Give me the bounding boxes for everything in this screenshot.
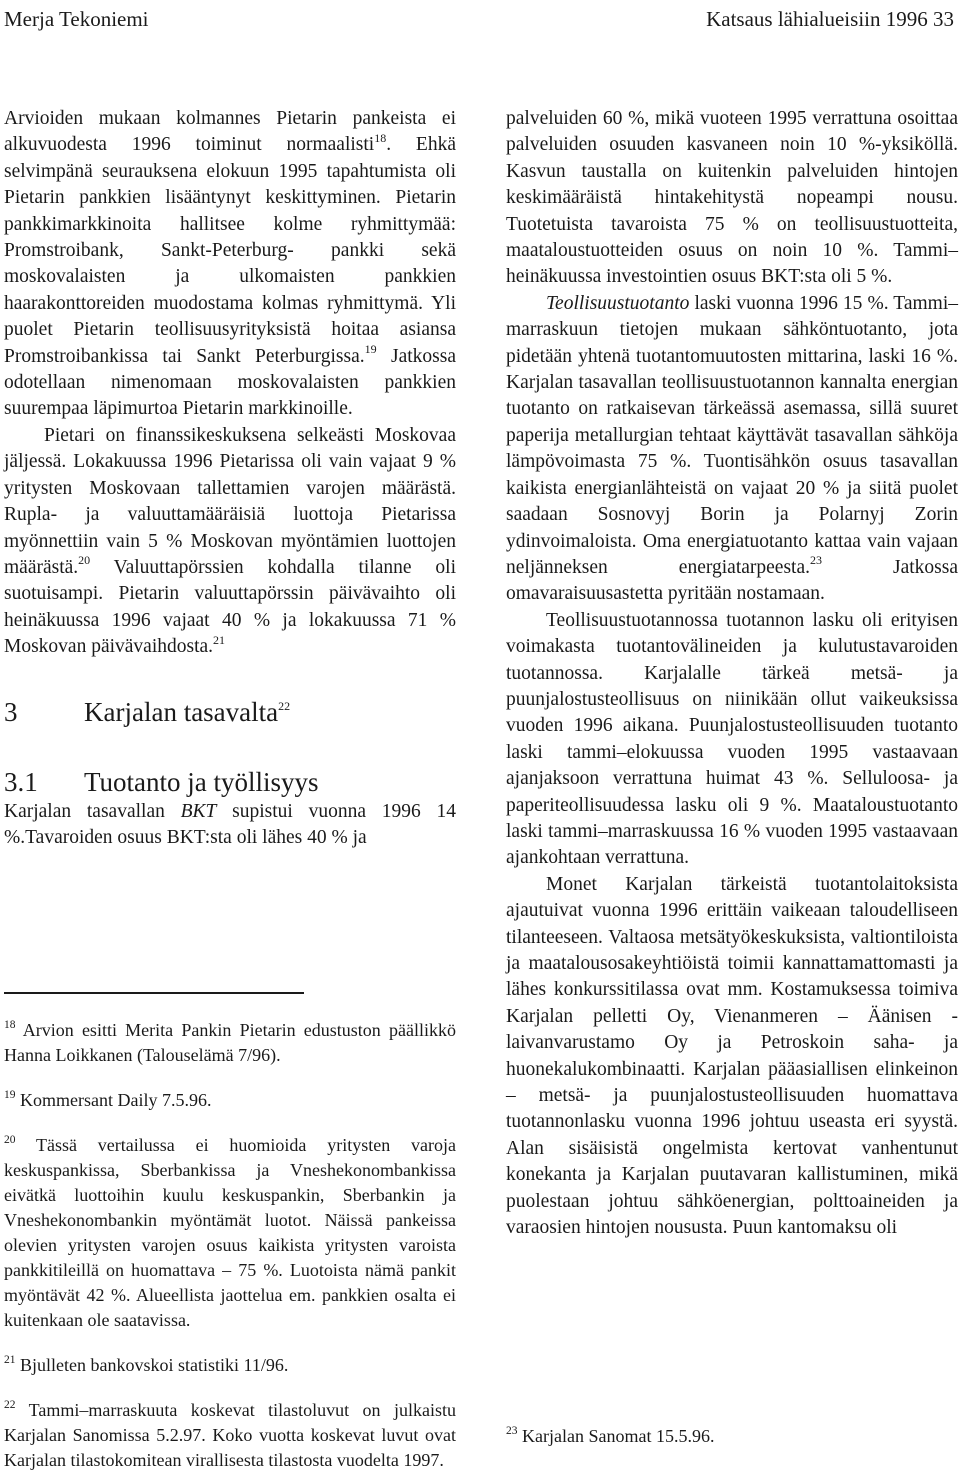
footnote-number: 18 (4, 1019, 16, 1031)
footnote-ref[interactable]: 19 (364, 342, 377, 357)
body-paragraph: palveluiden 60 %, mikä vuoteen 1995 verrattuna osoittaa palveluiden osuuden kasvaneen noin 10 %-yksiköllä. Kasvun taustalla on kuitenkin palveluiden hintojen keskimääräistä hintakehitystä nopeampi nousu. Tuotetuista tavaroista 75 % on teollisuustuotteita, maataloustuotteiden osuus on noin 10 %. Tammi–heinäkuussa investointien osuus BKT:sta oli 5 %. (506, 108, 958, 288)
footnote-divider (4, 992, 304, 994)
subsection-heading (4, 765, 456, 799)
footnote-ref[interactable]: 18 (374, 130, 387, 145)
footnote (4, 1353, 456, 1378)
section-heading (4, 695, 456, 729)
footnote (506, 1424, 958, 1449)
footnote-ref[interactable]: 22 (278, 698, 291, 713)
footnotes-right (506, 1400, 958, 1449)
subsection-number: 3.1 (4, 766, 38, 797)
footnote (4, 1133, 456, 1333)
running-head (4, 4, 954, 34)
right-column (506, 106, 958, 1241)
footnotes-left (4, 960, 456, 1473)
body-paragraph: Teollisuustuotanto laski vuonna 1996 15 %. Tammi–marraskuun tietojen mukaan sähköntuotanto, jota pidetään yhtenä tuotantomuutosten mittarina, laski 16 %. Karjalan tasavallan teollisuustuotannon kannalta energian tuotanto on ratkaisevan tärkeässä asemassa, sillä suuret paperija metallurgian tehtaat käyttävät tasavallan sähköja lämpövoimasta 75 %. Tuontisähkön osuus tasavallan kaikista energianlähteistä on vajaat 20 % ja siitä puolet saadaan Sosnovyj Borin ja Polarnyj Zorin ydinvoimaloista. Oma energiatuotanto kattaa vain vajaan neljänneksen energiatarpeesta.$^{23}$ Jatkossa omavaraisuusastetta pyritään nostamaan. (506, 292, 959, 605)
footnote-text: Karjalan Sanomat 15.5.96. (522, 1426, 715, 1446)
body-paragraph: Pietari on finanssikeskuksena selkeästi Moskovaa jäljessä. Lokakuussa 1996 Pietarissa oli vain vajaat 9 % yritysten Moskovaan tallettamien varojen määrästä. Rupla- ja valuuttamääräisiä luottoja Pietarissa myönnettiin vain 5 % Moskovan myöntämien luottojen määrästä.$^{20}$ Valuuttapörssien kohdalla tilanne oli suotuisampi. Pietarin valuuttapörssin päivävaihto oli heinäkuussa 1996 vajaat 40 % ja lokakuussa 71 % Moskovan päivävaihdosta.$^{21}$ (4, 424, 456, 658)
footnote-text: Arvion esitti Merita Pankin Pietarin edustuston päällikkö Hanna Loikkanen (Talouselämä 7/96). (4, 1020, 456, 1065)
footnote-number: 22 (4, 1399, 16, 1411)
footnote-number: 21 (4, 1354, 16, 1366)
footnote-number: 20 (4, 1134, 16, 1146)
section-number: 3 (4, 696, 18, 727)
footnote-ref[interactable]: 23 (810, 553, 822, 568)
footnote-ref[interactable]: 20 (78, 553, 91, 568)
footnote (4, 1088, 456, 1113)
body-paragraph: Teollisuustuotannossa tuotannon lasku oli erityisen voimakasta tuotantovälineiden ja kulutustavaroiden tuotannossa. Karjalalle tärkeä metsä- ja puunjalostusteollisuus on niinikään ollut vaikeuksissa vuoden 1996 aikana. Puunjalostusteollisuuden tuotanto laski tammi–elokuussa vuoden 1995 vastaavaan ajanjaksoon verrattuna huimat 43 %. Selluloosa- ja paperiteollisuudessa lasku oli 9 %. Maataloustuotanto laski tammi–marraskuussa 16 % vuoden 1995 vastaavaan ajankohtaan verrattuna. (506, 609, 958, 869)
footnote-number: 23 (506, 1425, 518, 1437)
footnote (4, 1398, 456, 1473)
footnote-ref[interactable]: 21 (213, 632, 226, 647)
footnote-text: Bjulleten bankovskoi statistiki 11/96. (20, 1355, 289, 1375)
left-column (4, 106, 456, 851)
body-paragraph: Monet Karjalan tärkeistä tuotantolaitoksista ajautuivat vuonna 1996 erittäin vaikeaan taloudelliseen tilanteeseen. Valtaosa metsätyökeskuksista, valtiontiloista ja maatalousosakeyhtiöistä toimii kannattamattomasti ja lähes konkurssitilassa ovat mm. Kostamuksessa toimiva Karjalan pelletti Oy, Vienanmeren – Äänisen -laivanvarustamo Oy ja Petroskoin saha- ja huonekalukombinaatti. Karjalan pääasiallisen elinkeinon – metsä- ja puunjalostusteollisuuden huomattava tuotannonlasku vuonna 1996 johtuu useasta eri syystä. Alan sisäisistä ongelmista kertovat vanhentunut konekanta ja Karjalan puutavaran kallistuminen, mikä puolestaan johtuu sähköenergian, polttoaineiden ja varaosien hintojen noususta. Puun kantomaksu oli (506, 873, 958, 1239)
running-head-title-page: Katsaus lähialueisiin 1996 33 (706, 7, 954, 31)
footnote-text: Tässä vertailussa ei huomioida yritysten varoja keskuspankissa, Sberbankissa ja Vneshekonombankissa eivätkä luottoihin kuulu keskuspankin, Sberbankin ja Vneshekonombankin myöntämät luotot. Näissä pankeissa olevien yritysten varojen osuus kaikista yritysten varoista pankkitileillä on huomattava – 75 %. Luotoista nämä pankit myöntävät 42 %. Alueellista jaottelua em. pankkien osalta ei kuitenkaan ole saatavissa. (4, 1135, 456, 1330)
section-title: Karjalan tasavalta$^{22}$ (84, 696, 291, 727)
footnote (4, 1018, 456, 1068)
body-paragraph: Arvioiden mukaan kolmannes Pietarin pankeista ei alkuvuodesta 1996 toiminut normaalisti$^{18}$. Ehkä selvimpänä seurauksena elokuun 1995 tapahtumista oli Pietarin pankkien lisääntynyt keskittyminen. Pietarin pankkimarkkinoita hallitsee kolme ryhmittymää: Promstroibank, Sankt-Peterburg- pankki sekä moskovalaisten ja ulkomaisten pankkien haarakonttoreiden muodostama kolmas ryhmittymä. Yli puolet Pietarin teollisuusyrityksistä hoitaa asiansa Promstroibankissa tai Sankt Peterburgissa.$^{19}$ Jatkossa odotellaan nimenomaan moskovalaisten pankkien suurempaa läpimurtoa Pietarin markkinoille. (4, 108, 456, 420)
footnote-number: 19 (4, 1089, 16, 1101)
body-paragraph: Karjalan tasavallan BKT supistui vuonna 1996 14 %.Tavaroiden osuus BKT:sta oli lähes 40 % ja (4, 800, 456, 848)
footnote-text: Kommersant Daily 7.5.96. (20, 1090, 212, 1110)
subsection-title: Tuotanto ja työllisyys (84, 766, 319, 797)
running-head-author: Merja Tekoniemi (4, 7, 149, 31)
footnote-text: Tammi–marraskuuta koskevat tilastoluvut on julkaistu Karjalan Sanomissa 5.2.97. Koko vuotta koskevat luvut ovat Karjalan tilastokomitean virallisesta tilastosta vuodelta 1997. (4, 1400, 456, 1470)
